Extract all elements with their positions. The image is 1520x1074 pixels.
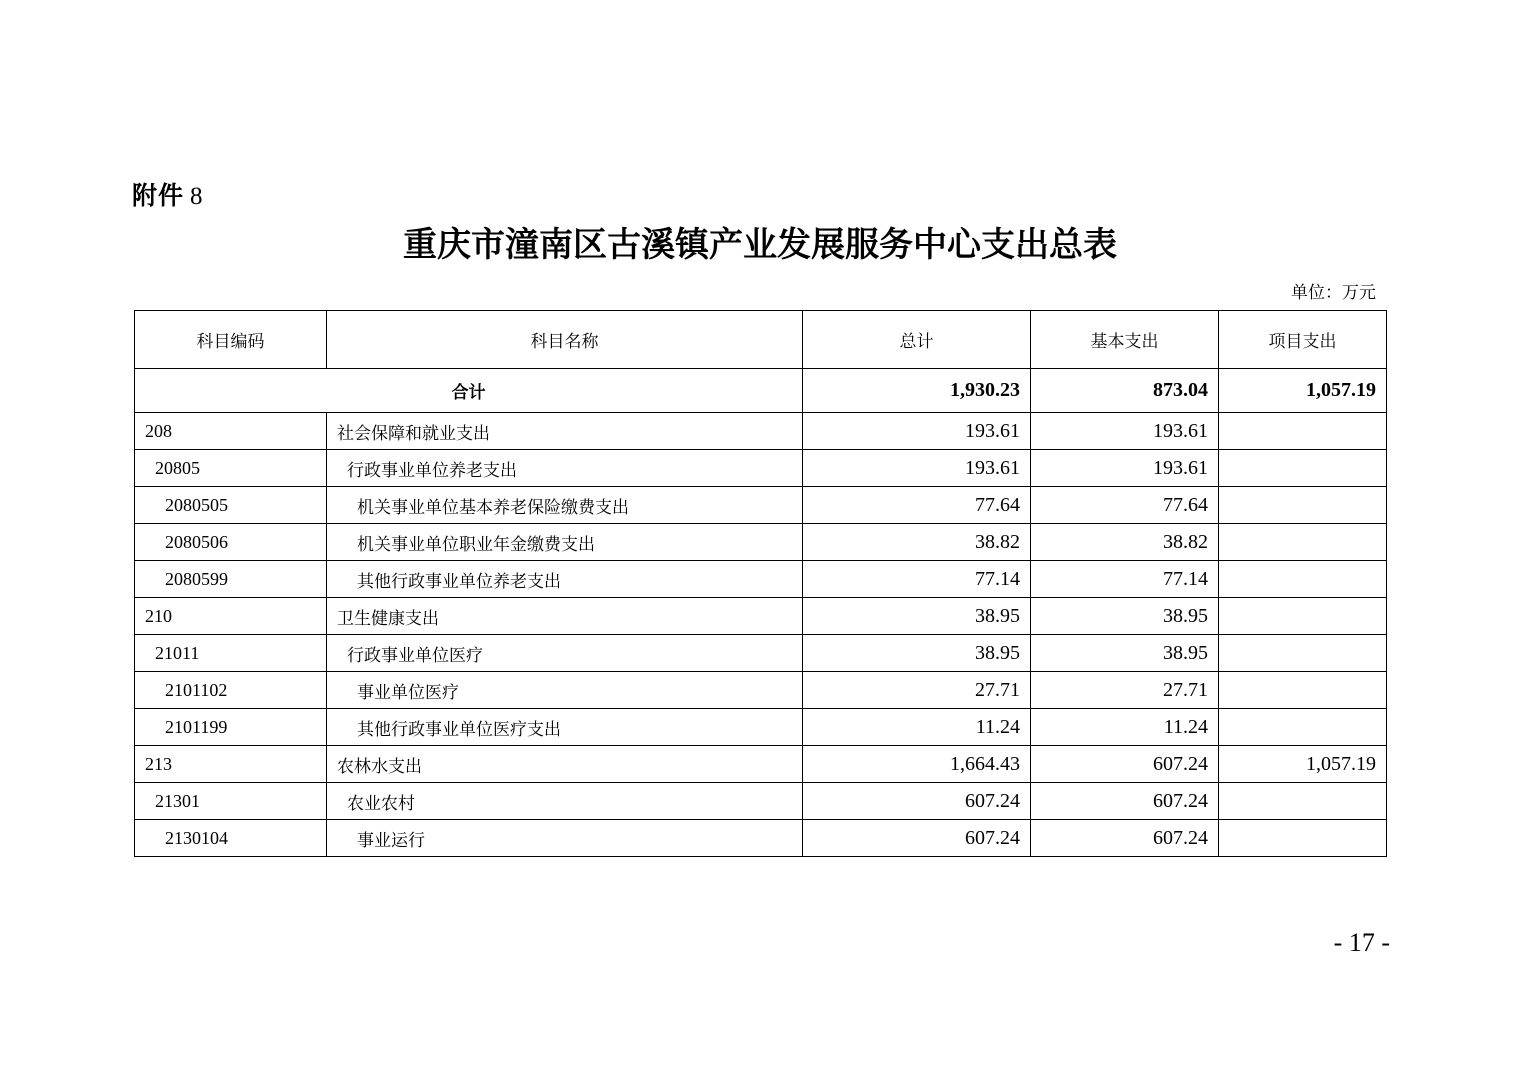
row-name: 农业农村 <box>327 783 803 820</box>
row-basic: 27.71 <box>1031 672 1219 709</box>
table-header-row <box>135 311 1387 369</box>
row-project <box>1219 820 1387 857</box>
row-project <box>1219 709 1387 746</box>
row-project <box>1219 635 1387 672</box>
table-row <box>135 561 1387 598</box>
table-row <box>135 487 1387 524</box>
table-row <box>135 524 1387 561</box>
row-total: 607.24 <box>803 783 1031 820</box>
row-basic: 77.64 <box>1031 487 1219 524</box>
attachment-label-text: 附件 <box>132 181 185 210</box>
row-basic: 38.95 <box>1031 598 1219 635</box>
row-name: 机关事业单位基本养老保险缴费支出 <box>327 487 803 524</box>
page-number: - 17 - <box>1333 928 1390 957</box>
expenditure-table <box>134 310 1387 857</box>
row-total: 77.64 <box>803 487 1031 524</box>
attachment-label <box>132 180 204 213</box>
total-basic-amount: 873.04 <box>1031 369 1219 413</box>
table-row <box>135 450 1387 487</box>
table-row <box>135 413 1387 450</box>
row-name: 行政事业单位养老支出 <box>327 450 803 487</box>
row-basic: 11.24 <box>1031 709 1219 746</box>
column-header-project: 项目支出 <box>1219 311 1387 369</box>
row-basic: 77.14 <box>1031 561 1219 598</box>
row-code: 2080506 <box>135 524 327 561</box>
row-project <box>1219 672 1387 709</box>
row-total: 38.95 <box>803 635 1031 672</box>
column-header-name: 科目名称 <box>327 311 803 369</box>
row-name: 其他行政事业单位养老支出 <box>327 561 803 598</box>
row-basic: 607.24 <box>1031 746 1219 783</box>
table-row <box>135 635 1387 672</box>
row-project <box>1219 450 1387 487</box>
row-name: 事业运行 <box>327 820 803 857</box>
row-name: 社会保障和就业支出 <box>327 413 803 450</box>
total-amount: 1,930.23 <box>803 369 1031 413</box>
row-code: 2080599 <box>135 561 327 598</box>
row-total: 193.61 <box>803 413 1031 450</box>
row-project <box>1219 524 1387 561</box>
total-project-amount: 1,057.19 <box>1219 369 1387 413</box>
row-basic: 193.61 <box>1031 450 1219 487</box>
row-name: 机关事业单位职业年金缴费支出 <box>327 524 803 561</box>
row-code: 213 <box>135 746 327 783</box>
row-name: 行政事业单位医疗 <box>327 635 803 672</box>
table-row <box>135 746 1387 783</box>
row-total: 38.95 <box>803 598 1031 635</box>
table-row <box>135 598 1387 635</box>
row-project <box>1219 561 1387 598</box>
row-name: 其他行政事业单位医疗支出 <box>327 709 803 746</box>
row-total: 27.71 <box>803 672 1031 709</box>
row-basic: 38.82 <box>1031 524 1219 561</box>
row-total: 607.24 <box>803 820 1031 857</box>
row-code: 20805 <box>135 450 327 487</box>
column-header-basic: 基本支出 <box>1031 311 1219 369</box>
row-code: 210 <box>135 598 327 635</box>
row-project <box>1219 487 1387 524</box>
row-code: 2080505 <box>135 487 327 524</box>
column-header-code: 科目编码 <box>135 311 327 369</box>
total-row <box>135 369 1387 413</box>
row-code: 21301 <box>135 783 327 820</box>
table-row <box>135 672 1387 709</box>
document-title: 重庆市潼南区古溪镇产业发展服务中心支出总表 <box>403 225 1117 265</box>
row-name: 农林水支出 <box>327 746 803 783</box>
row-project: 1,057.19 <box>1219 746 1387 783</box>
row-total: 11.24 <box>803 709 1031 746</box>
row-project <box>1219 413 1387 450</box>
attachment-number: 8 <box>190 183 204 210</box>
row-code: 21011 <box>135 635 327 672</box>
row-code: 2130104 <box>135 820 327 857</box>
row-total: 193.61 <box>803 450 1031 487</box>
total-label: 合计 <box>135 369 803 413</box>
row-project <box>1219 783 1387 820</box>
row-total: 38.82 <box>803 524 1031 561</box>
column-header-total: 总计 <box>803 311 1031 369</box>
row-code: 2101102 <box>135 672 327 709</box>
row-basic: 38.95 <box>1031 635 1219 672</box>
table-body <box>135 369 1387 857</box>
row-code: 2101199 <box>135 709 327 746</box>
table-row <box>135 820 1387 857</box>
row-name: 卫生健康支出 <box>327 598 803 635</box>
row-project <box>1219 598 1387 635</box>
table-row <box>135 709 1387 746</box>
table-row <box>135 783 1387 820</box>
row-total: 77.14 <box>803 561 1031 598</box>
row-basic: 193.61 <box>1031 413 1219 450</box>
row-basic: 607.24 <box>1031 783 1219 820</box>
row-basic: 607.24 <box>1031 820 1219 857</box>
unit-label: 单位：万元 <box>1291 283 1376 303</box>
row-name: 事业单位医疗 <box>327 672 803 709</box>
row-total: 1,664.43 <box>803 746 1031 783</box>
row-code: 208 <box>135 413 327 450</box>
